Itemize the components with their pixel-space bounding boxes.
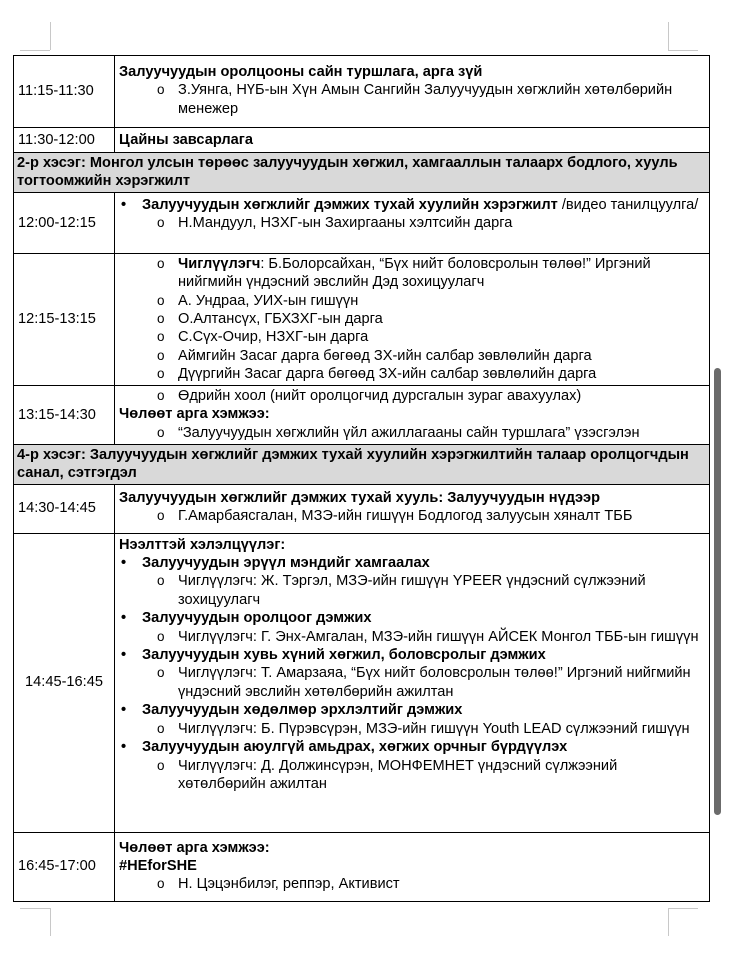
agenda-table	[13, 55, 710, 902]
topic-title: • Залуучуудын хувь хүний хөгжил, боловсролыг дэмжих	[142, 647, 546, 664]
speaker-list	[119, 720, 705, 738]
list-item: o З.Уянга, НҮБ-ын Хүн Амын Сангийн Залуучуудын хөгжлийн хөтөлбөрийн менежер	[119, 81, 705, 118]
speaker-list	[119, 572, 705, 609]
list-item: o Г.Амарбаясгалан, МЗЭ-ийн гишүүн Бодлогод залуусын хяналт ТББ	[119, 507, 705, 525]
content-cell	[115, 385, 710, 444]
topic-list	[119, 738, 705, 756]
bullet-note: /видео танилцуулга/	[557, 196, 699, 213]
speaker-list	[119, 424, 705, 442]
speaker-list	[119, 507, 705, 525]
list-item: o Чиглүүлэгч: Ж. Тэргэл, МЗЭ-ийн гишүүн YPEER үндэсний сүлжээний зохицуулагч	[119, 572, 705, 609]
crop-mark-top-left-h	[20, 50, 50, 51]
list-item: o О.Алтансүх, ГБХЗХГ-ын дарга	[119, 310, 705, 328]
list-item: o А. Ундраа, УИХ-ын гишүүн	[119, 292, 705, 310]
topic-title: • Залуучуудын эрүүл мэндийг хамгаалах	[142, 555, 430, 572]
speaker-list	[119, 757, 705, 794]
topic-list	[119, 554, 705, 572]
table-row	[14, 192, 710, 253]
content-cell	[115, 533, 710, 832]
list-item: o Чиглүүлэгч: Д. Должинсүрэн, МОНФЕМНЕТ үндэсний сүлжээний хөтөлбөрийн ажилтан	[119, 757, 705, 794]
speaker-list	[119, 81, 705, 118]
list-item	[119, 255, 705, 292]
crop-mark-top-left	[50, 22, 51, 50]
content-cell	[115, 192, 710, 253]
list-item	[119, 609, 705, 627]
table-row	[14, 385, 710, 444]
section-header: 4-р хэсэг: Залуучуудын хөгжлийг дэмжих тухай хуулийн хэрэгжилтийн талаар оролцогчдын санал, сэтгэгдэл	[14, 444, 710, 484]
speaker-list	[119, 255, 705, 384]
crop-mark-bottom-right-h	[668, 908, 698, 909]
time-cell: 11:15-11:30	[14, 56, 115, 128]
bullet-title: Залуучуудын хөгжлийг дэмжих тухай хуулийн хэрэгжилт	[142, 196, 558, 213]
table-row	[14, 484, 710, 533]
session-title: Залуучуудын хөгжлийг дэмжих тухай хууль: Залуучуудын нүдээр	[119, 489, 601, 506]
list-item: o С.Сүх-Очир, НЗХГ-ын дарга	[119, 328, 705, 346]
speaker-list	[119, 875, 705, 893]
session-title: Залуучуудын оролцооны сайн туршлага, арга зүй	[119, 64, 483, 80]
break-label: Чөлөөт арга хэмжээ:	[119, 406, 270, 423]
content-cell	[115, 128, 710, 153]
list-item	[119, 701, 705, 719]
crop-mark-bottom-left-h	[20, 908, 50, 909]
time-cell: 12:00-12:15	[14, 192, 115, 253]
bullet-list	[119, 196, 705, 214]
crop-mark-bottom-right	[668, 908, 669, 936]
time-cell: 13:15-14:30	[14, 385, 115, 444]
section-header-row	[14, 444, 710, 484]
table-row	[14, 533, 710, 832]
list-item: o Чиглүүлэгч: Г. Энх-Амгалан, МЗЭ-ийн гишүүн АЙСЕК Монгол ТББ-ын гишүүн	[119, 628, 705, 646]
list-item: o Чиглүүлэгч: Б. Пүрэвсүрэн, МЗЭ-ийн гишүүн Youth LEAD сүлжээний гишүүн	[119, 720, 705, 738]
list-item	[119, 646, 705, 664]
speaker-list	[119, 214, 705, 232]
topic-title: • Залуучуудын оролцоог дэмжих	[142, 610, 372, 627]
hashtag: #HEforSHE	[119, 858, 197, 875]
topic-title: • Залуучуудын аюулгүй амьдрах, хөгжих орчныг бүрдүүлэх	[142, 739, 568, 756]
time-cell: 14:30-14:45	[14, 484, 115, 533]
session-title: Нээлттэй хэлэлцүүлэг:	[119, 536, 286, 553]
moderator-label: Чиглүүлэгч	[178, 255, 261, 272]
break-label: Чөлөөт арга хэмжээ:	[119, 839, 270, 856]
time-cell: 12:15-13:15	[14, 253, 115, 385]
section-header-row	[14, 153, 710, 193]
topic-list	[119, 609, 705, 627]
speaker-list	[119, 664, 705, 701]
content-cell	[115, 253, 710, 385]
speaker-list	[119, 628, 705, 646]
table-row	[14, 56, 710, 128]
list-item: o Чиглүүлэгч: Т. Амарзаяа, “Бүх нийт боловсролын төлөө!” Иргэний нийгмийн үндэсний эвслийн хөтөлбөрийн ажилтан	[119, 664, 705, 701]
time-cell: 16:45-17:00	[14, 832, 115, 901]
list-item: o Өдрийн хоол (нийт оролцогчид дурсгалын зураг авахуулах)	[119, 387, 705, 405]
session-title: Цайны завсарлага	[119, 131, 253, 148]
list-item: o Дүүргийн Засаг дарга бөгөөд ЗХ-ийн салбар зөвлөлийн дарга	[119, 365, 705, 383]
time-cell: 11:30-12:00	[14, 128, 115, 153]
topic-list	[119, 701, 705, 719]
crop-mark-top-right-h	[668, 50, 698, 51]
list-item: o Аймгийн Засаг дарга бөгөөд ЗХ-ийн салбар зөвлөлийн дарга	[119, 347, 705, 365]
crop-mark-top-right	[668, 22, 669, 50]
table-row	[14, 832, 710, 901]
list-item	[119, 738, 705, 756]
content-cell	[115, 56, 710, 128]
table-row	[14, 253, 710, 385]
list-item: o “Залуучуудын хөгжлийн үйл ажиллагааны сайн туршлага” үзэсгэлэн	[119, 424, 705, 442]
topic-title: • Залуучуудын хөдөлмөр эрхлэлтийг дэмжих	[142, 702, 463, 719]
moderator-text: : Б.Болорсайхан, “Бүх нийт боловсролын төлөө!” Иргэний нийгмийн үндэсний эвслийн Дэд зохицуулагч	[178, 255, 651, 291]
list-item: o Н. Цэцэнбилэг, реппэр, Активист	[119, 875, 705, 893]
table-row	[14, 128, 710, 153]
vertical-scrollbar-thumb[interactable]	[714, 368, 721, 815]
section-header: 2-р хэсэг: Монгол улсын төрөөс залуучуудын хөгжил, хамгааллын талаарх бодлого, хууль тогтоомжийн хэрэгжилт	[14, 153, 710, 193]
topic-list	[119, 646, 705, 664]
list-item	[119, 196, 705, 214]
speaker-list	[119, 387, 705, 405]
content-cell	[115, 484, 710, 533]
crop-mark-bottom-left	[50, 908, 51, 936]
time-cell: 14:45-16:45	[14, 533, 115, 832]
list-item	[119, 554, 705, 572]
list-item: o Н.Мандуул, НЗХГ-ын Захиргааны хэлтсийн дарга	[119, 214, 705, 232]
content-cell	[115, 832, 710, 901]
